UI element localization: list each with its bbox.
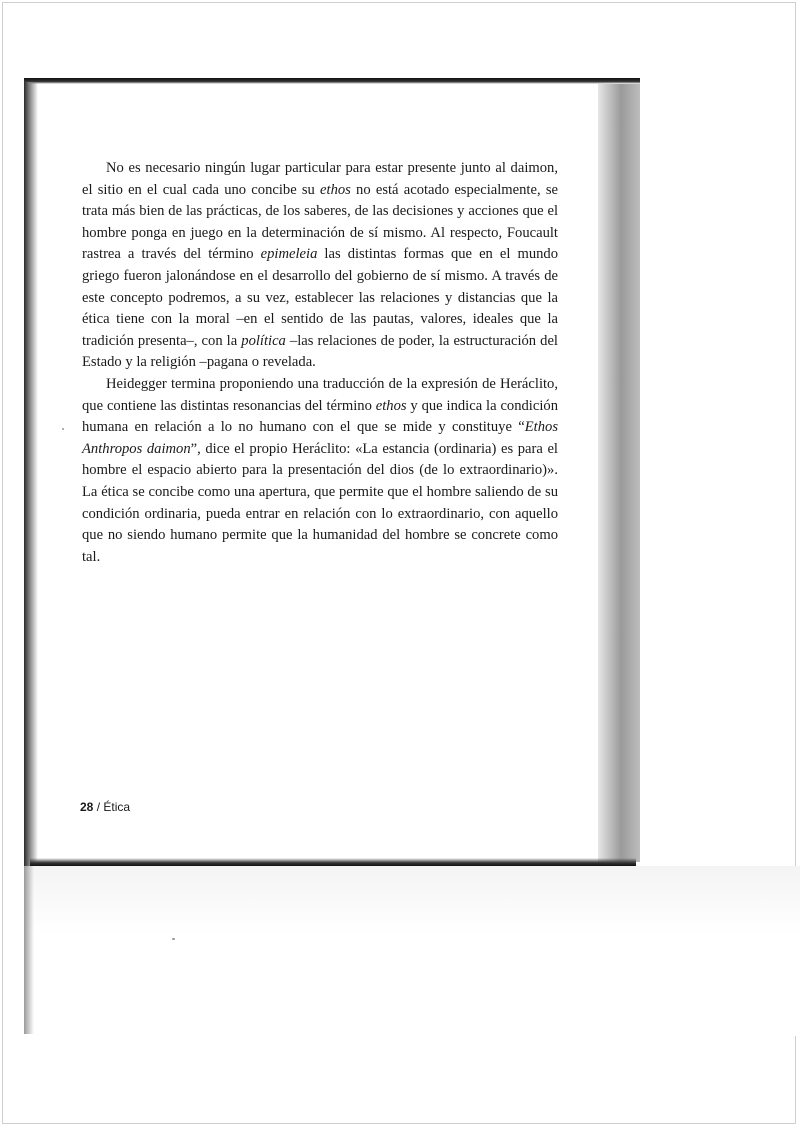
text-run: y que indica la condición humana en relación a lo no humano con el que se mide y constituye “ xyxy=(82,397,558,436)
text-run: las distintas formas que en el mundo griego fueron jalonándose en el desarrollo del gobierno de sí mismo. A través de este concepto podremos, a su vez, establecer las relaciones y distancias que la ética tiene con la moral –en el sentido de las pautas, valores, ideales que la tradición presenta–, con la xyxy=(82,246,559,349)
italic-term: epimeleia xyxy=(260,246,318,263)
paragraph-1 xyxy=(82,158,558,374)
italic-term: ethos xyxy=(375,397,407,414)
text-run: –las relaciones de poder, la estructuración del Estado y la religión –pagana o revelada. xyxy=(82,332,558,371)
italic-term: ethos xyxy=(320,181,351,198)
text-run: ”, dice el propio Heráclito: «La estancia (ordinaria) es para el hombre el espacio abierto para la presentación del dios (de lo extraordinario)». La ética se concibe como una apertura, que permite que el hombre saliendo de su condición ordinaria, pueda entrar en relación con lo extraordinario, con aquello que no siendo humano permite que la humanidad del hombre se concrete como tal. xyxy=(82,440,558,565)
page-gutter-shadow xyxy=(598,84,640,862)
scanner-edge xyxy=(24,866,34,1034)
text-run: No es necesario ningún lugar particular para estar presente junto al daimon, el sitio en el cual cada uno concibe su xyxy=(82,160,558,198)
page-number: 28 xyxy=(80,800,94,814)
page-footer xyxy=(80,800,130,814)
page-top-edge xyxy=(24,78,640,84)
scanner-background xyxy=(24,866,800,1036)
scan-speck xyxy=(62,428,64,430)
italic-term: política xyxy=(241,332,286,349)
running-title: Ética xyxy=(103,800,131,814)
body-text xyxy=(82,158,558,568)
scan-speck xyxy=(172,938,175,940)
footer-separator: / xyxy=(93,800,104,814)
italic-term: Ethos Anthropos daimon xyxy=(82,419,558,457)
page-left-edge xyxy=(24,82,38,866)
text-run: no está acotado especialmente, se trata más bien de las prácticas, de los saberes, de las decisiones y acciones que el hombre ponga en juego en la determinación de sí mismo. Al respecto, Foucault rastrea a través del término xyxy=(82,181,558,263)
text-run: Heidegger termina proponiendo una traducción de la expresión de Heráclito, que contiene las distintas resonancias del término xyxy=(82,375,558,414)
page-bottom-edge xyxy=(30,858,636,866)
paragraph-2 xyxy=(82,374,558,568)
